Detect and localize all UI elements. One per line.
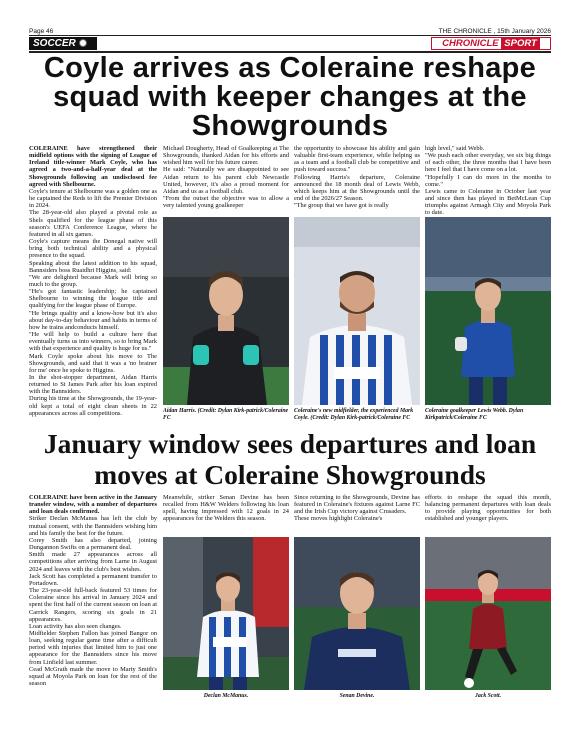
story1-paragraph: "He's got fantastic leadership; he captained Shelbourne to winning the league title and qualifying for the league phase of Europe. — [29, 288, 157, 310]
story1-paragraph: the opportunity to showcase his ability and gain valuable first-team experience, while helping us as a team and a football club be competitive and push toward success." — [294, 145, 420, 174]
story1-paragraph: high level," said Webb. — [425, 145, 485, 152]
story1-headline: Coyle arrives as Coleraine reshape squad with keeper changes at the Showgrounds — [43, 52, 537, 142]
story2-paragraph: Midfielder Stephen Fallon has joined Bangor on loan, seeking regular game time after a difficult period with injuries that limited him to just one appearance for the Bannsiders since his move from Linfield last summer. — [29, 629, 157, 666]
story1-paragraph: Coyle's capture means the Donegal native will bring both technical ability and a physical presence to the squad. — [29, 238, 157, 260]
story2-column-3 — [294, 494, 420, 523]
story1-column-2 — [163, 145, 289, 209]
photo-lewis-webb — [425, 217, 551, 405]
story2-headline: January window sees departures and loan moves at Coleraine Showgrounds — [43, 428, 537, 490]
story1-paragraph: "He will help to build a culture here that eventually turns us into winners, so to bring Mark with that experience and quality is huge for us." — [29, 331, 157, 353]
story2-paragraph: Smith made 27 appearances across all competitions after arriving from Larne in August 2024 and leaves with the club's best wishes. — [29, 551, 157, 573]
story1-column-1 — [29, 145, 157, 417]
page-number: Page 46 — [29, 27, 54, 35]
story2-paragraph: Striker Declan McManus has left the club by mutual consent, with the Bannsiders wishing him and his family the best for the future. — [29, 515, 157, 537]
caption-lewis-webb: Coleraine goalkeeper Lewis Webb. Dylan Kirkpatrick/Coleraine FC — [425, 408, 524, 421]
story1-lead-paragraph: COLERAINE have strengthened their midfield options with the signing of League of Ireland title-winner Mark Coyle, who has agreed a two-and-a-half-year deal at the Showgrounds following an undisclosed fee agreed with Shelbourne. — [29, 145, 157, 188]
story1-paragraph: In the shot-stopper department, Aidan Harris returned to St James Park after his loan expired with the Bannsiders. — [29, 374, 157, 396]
publication-date: THE CHRONICLE , 15th January 2026 — [438, 27, 551, 35]
story2-paragraph: Loan activity has also seen changes. — [29, 622, 122, 630]
caption-aidan-harris: Aidan Harris. (Credit: Dylan Kirk-patrick/Coleraine FC — [163, 408, 289, 421]
story1-paragraph: The 28-year-old also played a pivotal role as Shels qualified for the league phase of this season's UEFA Conference League, where he featured in all six games. — [29, 209, 157, 238]
story2-paragraph: These moves highlight Coleraine's — [294, 515, 383, 523]
section-tag-soccer — [29, 37, 97, 50]
photo-declan-mcmanus — [163, 537, 289, 690]
story1-paragraph: During his time at the Showgrounds, the 19-year-old kept a total of eight clean sheets in 22 appearances across all competitions. — [29, 395, 157, 417]
story1-paragraph: Following Harris's departure, Coleraine announced the 18 month deal of Lewis Webb, which keeps him at the Showgrounds until the end of the 2026/27 Season. — [294, 173, 420, 203]
photo-jack-scott — [425, 537, 551, 690]
photo-aidan-harris — [163, 217, 289, 405]
caption-senan-devine: Senan Devine. — [339, 693, 375, 699]
brand-name: CHRONICLE — [442, 38, 499, 49]
story1-column-3 — [294, 145, 420, 209]
story1-paragraph: "He brings quality and a know-how but it's also about day-to-day behaviour and habits in terms of how he trains andconducts himself. — [29, 309, 157, 331]
story1-paragraph: Lewis came to Coleraine in October last year and since then has played in BetMcLean Cup triumphs against Armagh City and Moyola Park to date. — [425, 187, 551, 217]
caption-declan-mcmanus: Declan McManus. — [203, 693, 249, 699]
story1-paragraph: Michael Dougherty, Head of Goalkeeping at The Showgrounds, thanked Aidan for his efforts and wished him well for his future career. — [163, 145, 289, 167]
story2-lead-paragraph: COLERAINE have been active in the January transfer window, with a number of departures and loan deals confirmed. — [29, 494, 157, 516]
brand-section: SPORT — [501, 38, 540, 49]
story1-paragraph: Coyle's tenure at Shelbourne was a golden one as he captained the Reds to lift the Premier Division in 2024. — [29, 187, 157, 210]
story2-paragraph: The 23-year-old full-back featured 53 times for Coleraine since his arrival in January 2024 and spent the first half of the current season on loan at Carrick Rangers, scoring six goals in 21 appearances. — [29, 587, 157, 623]
story1-paragraph: "Hopefully I can do more in the months to come." — [425, 173, 551, 188]
story1-paragraph: "From the outset the objective was to allow a very talented young goalkeeper — [163, 195, 289, 210]
story1-paragraph: "We push each other everyday, we six big things of each other, the three months that I have been here I feel that I have come on a lot. — [425, 152, 551, 174]
story1-paragraph: "We are delighted because Mark will bring so much to the group. — [29, 273, 157, 288]
story1-paragraph: He said: "Naturally we are disappointed to see Aidan return to his parent club Newcastle United, however, it's also a proud moment for Aidan and us as a football club. — [163, 166, 289, 195]
story1-paragraph: Mark Coyle spoke about his move to The Showgrounds, and said that it was a 'no brainer for me' once he spoke to Higgins. — [29, 352, 157, 374]
section-label: SOCCER — [33, 38, 76, 49]
story1-paragraph: Speaking about the latest addition to his squad, Bannsiders boss Ruaidhri Higgins, said: — [29, 259, 157, 274]
story2-column-4 — [425, 494, 551, 523]
story2-paragraph: Corey Smith has also departed, joining Dungannon Swifts on a permanent deal. — [29, 536, 157, 552]
brand-tag — [431, 37, 551, 50]
football-icon — [79, 39, 87, 47]
story2-column-1 — [29, 494, 157, 687]
story1-paragraph: "The group that we have got is really — [294, 202, 389, 210]
story2-paragraph: Meanwhile, striker Senan Devine has been recalled from H&W Welders following his loan spell, having impressed with 12 goals in 24 appearances for the Welders this season. — [163, 494, 289, 523]
section-bar — [29, 37, 551, 50]
story2-column-2 — [163, 494, 289, 523]
photo-mark-coyle — [294, 217, 420, 405]
masthead-rule — [29, 35, 551, 36]
caption-jack-scott: Jack Scott. — [474, 693, 502, 699]
story1-column-4 — [425, 145, 551, 217]
caption-mark-coyle: Coleraine's new midfielder, the experienced Mark Coyle. (Credit: Dylan Kirk-patrick/Coleraine FC — [294, 408, 414, 421]
photo-senan-devine — [294, 537, 420, 690]
story2-paragraph: Cead McGrath made the move to Marty Smith's squad at Moyola Park on loan for the rest of the season — [29, 665, 157, 688]
story2-paragraph: Since returning to the Showgrounds, Devine has featured in Coleraine's fixtures against Larne FC and the Irish Cup victory against Crusaders. — [294, 494, 420, 516]
story2-paragraph: Jack Scott has completed a permanent transfer to Portadown. — [29, 572, 157, 587]
story2-paragraph: efforts to reshape the squad this month, balancing permanent departures with loan deals to provide playing opportunities for both established and younger players. — [425, 494, 551, 523]
